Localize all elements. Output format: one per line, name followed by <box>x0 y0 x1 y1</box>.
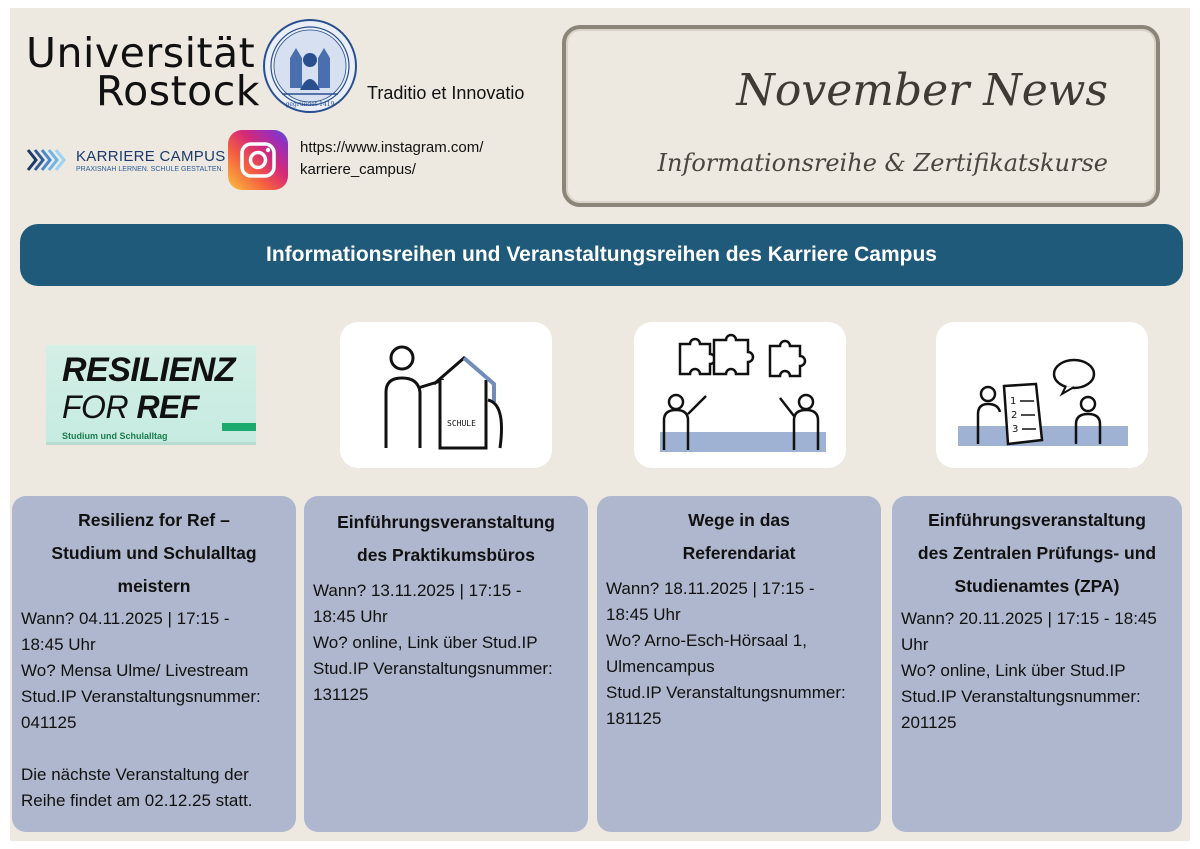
event-title <box>20 504 288 603</box>
karriere-campus-title: KARRIERE CAMPUS <box>76 148 226 165</box>
event-course-number: 181125 <box>606 709 662 728</box>
event-title-line: Referendariat <box>682 543 796 563</box>
list-number-1: 1 <box>1010 396 1017 407</box>
event-title-line: Wege in das <box>688 510 790 530</box>
event-where: Wo? Arno-Esch-Hörsaal 1, <box>606 631 807 650</box>
event-title-line: des Praktikumsbüros <box>357 545 535 565</box>
event-when-cont: 18:45 Uhr <box>313 607 388 626</box>
event-title-line: meistern <box>117 576 191 596</box>
event-title-line: Einführungsveranstaltung <box>928 510 1146 530</box>
event-details <box>20 606 288 814</box>
event-note: Die nächste Veranstaltung der <box>21 765 249 784</box>
list-number-2: 2 <box>1011 410 1018 421</box>
karriere-campus-logo-icon <box>26 146 72 174</box>
puzzle-collaboration-icon <box>634 322 846 468</box>
event-course-number: 131125 <box>313 685 369 704</box>
event-course-number: 041125 <box>21 713 77 732</box>
ref-word: REF <box>136 389 199 425</box>
event-card-resilienz <box>12 496 296 832</box>
event-title-line: Studium und Schulalltag <box>51 543 257 563</box>
instagram-icon[interactable] <box>228 130 288 190</box>
event-details <box>605 576 873 732</box>
event-title <box>605 504 873 570</box>
instagram-url-line2[interactable]: karriere_campus/ <box>300 161 416 178</box>
event-card-referendariat <box>597 496 881 832</box>
event-card-zpa <box>892 496 1182 832</box>
resilienz-for-ref-image <box>46 345 256 445</box>
event-when-cont: Uhr <box>901 635 929 654</box>
for-ref-word <box>62 389 199 426</box>
university-name-line2: Rostock <box>96 67 261 115</box>
event-details <box>312 578 580 708</box>
university-name-line1: Universität <box>26 29 256 77</box>
section-banner <box>20 224 1183 286</box>
instagram-url-line1[interactable]: https://www.instagram.com/ <box>300 139 484 156</box>
university-seal-icon <box>262 18 358 114</box>
event-title <box>312 506 580 572</box>
teacher-school-illustration <box>340 322 552 468</box>
instagram-link[interactable] <box>300 137 483 181</box>
puzzle-collaboration-illustration <box>634 322 846 468</box>
resilienz-tagline: Studium und Schulalltag <box>62 431 168 441</box>
event-card-praktikumsbuero <box>304 496 588 832</box>
event-where-cont: Ulmencampus <box>606 657 715 676</box>
university-motto: Traditio et Innovatio <box>367 83 525 103</box>
section-banner-text: Informationsreihen und Veranstaltungsreihen des Karriere Campus <box>265 243 937 266</box>
event-title <box>900 504 1174 603</box>
spacer <box>21 736 288 762</box>
resilienz-accent-bar <box>222 423 256 431</box>
event-title-line: Studienamtes (ZPA) <box>954 576 1120 596</box>
checklist-discussion-icon <box>936 322 1148 468</box>
event-when: Wann? 04.11.2025 | 17:15 - <box>21 609 230 628</box>
event-where: Wo? Mensa Ulme/ Livestream <box>21 661 249 680</box>
schule-label: SCHULE <box>447 419 476 428</box>
event-where: Wo? online, Link über Stud.IP <box>313 633 538 652</box>
event-when: Wann? 18.11.2025 | 17:15 - <box>606 579 815 598</box>
event-when: Wann? 20.11.2025 | 17:15 - 18:45 <box>901 609 1157 628</box>
for-word: FOR <box>62 389 137 425</box>
event-course-number: 201125 <box>901 713 957 732</box>
seal-caption: gegründet 1419 <box>285 101 335 108</box>
event-when-cont: 18:45 Uhr <box>21 635 96 654</box>
university-wordmark <box>26 29 261 115</box>
event-details <box>900 606 1174 736</box>
resilienz-bottom-strip <box>46 442 256 445</box>
event-title-line: des Zentralen Prüfungs- und <box>917 543 1157 563</box>
checklist-discussion-illustration <box>936 322 1148 468</box>
list-number-3: 3 <box>1012 424 1019 435</box>
event-when: Wann? 13.11.2025 | 17:15 - <box>313 581 522 600</box>
event-course-label: Stud.IP Veranstaltungsnummer: <box>313 659 553 678</box>
event-where: Wo? online, Link über Stud.IP <box>901 661 1126 680</box>
karriere-campus-subtitle: PRAXISNAH LERNEN. SCHULE GESTALTEN. <box>76 166 224 173</box>
news-title-box <box>562 25 1160 207</box>
event-title-line: Resilienz for Ref – <box>78 510 230 530</box>
event-course-label: Stud.IP Veranstaltungsnummer: <box>21 687 261 706</box>
event-course-label: Stud.IP Veranstaltungsnummer: <box>606 683 846 702</box>
news-subtitle: Informationsreihe & Zertifikatskurse <box>657 149 1108 177</box>
resilienz-word: RESILIENZ <box>62 351 236 389</box>
event-course-label: Stud.IP Veranstaltungsnummer: <box>901 687 1141 706</box>
event-when-cont: 18:45 Uhr <box>606 605 681 624</box>
event-title-line: Einführungsveranstaltung <box>337 512 555 532</box>
event-note: Reihe findet am 02.12.25 statt. <box>21 791 253 810</box>
teacher-school-icon <box>340 322 552 468</box>
news-title: November News <box>736 65 1108 116</box>
